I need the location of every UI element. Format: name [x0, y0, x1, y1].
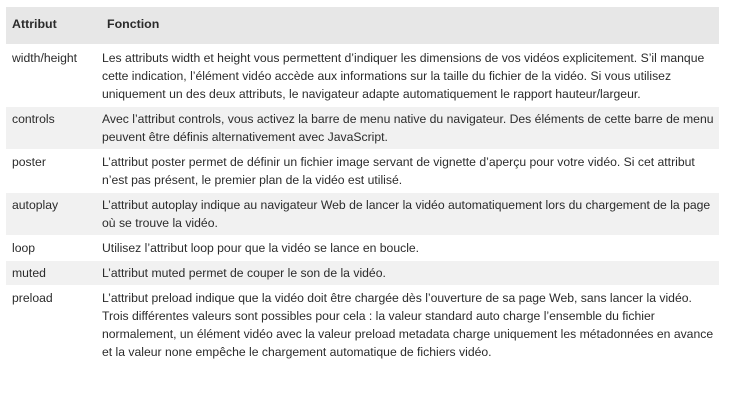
table-row	[6, 286, 719, 365]
attributes-table	[6, 7, 719, 364]
description-cell: L’attribut preload indique que la vidéo doit être chargée dès l’ouverture de sa page Web, sans lancer la vidéo. Trois différentes valeurs sont possibles pour cela : la valeur standard auto charge l’ensemble du fichier normalement, un élément vidéo avec la valeur preload metadata charge uniquement les métadonnées en avance et la valeur none empêche le chargement automatique de fichiers vidéo.	[96, 286, 719, 365]
table-row	[6, 236, 719, 261]
table-row	[6, 45, 719, 107]
description-cell: L’attribut muted permet de couper le son de la vidéo.	[96, 261, 719, 286]
table-row	[6, 150, 719, 193]
attribute-cell: poster	[6, 150, 96, 193]
attribute-cell: controls	[6, 107, 96, 150]
table-body	[6, 45, 719, 365]
table-header	[6, 7, 719, 45]
attributes-table-container	[6, 7, 719, 364]
description-cell: Avec l’attribut controls, vous activez la barre de menu native du navigateur. Des éléments de cette barre de menu peuvent être définis alternativement avec JavaScript.	[96, 107, 719, 150]
table-row	[6, 193, 719, 236]
description-cell: Les attributs width et height vous permettent d’indiquer les dimensions de vos vidéos explicitement. S’il manque cette indication, l’élément vidéo accède aux informations sur la taille du fichier de la vidéo. Si vous utilisez uniquement un des deux attributs, le navigateur adapte automatiquement le rapport hauteur/largeur.	[96, 45, 719, 107]
header-row	[6, 7, 719, 45]
attribute-cell: width/height	[6, 45, 96, 107]
description-cell: L’attribut poster permet de définir un fichier image servant de vignette d’aperçu pour votre vidéo. Si cet attribut n’est pas présent, le premier plan de la vidéo est utilisé.	[96, 150, 719, 193]
attribute-cell: autoplay	[6, 193, 96, 236]
description-cell: L’attribut autoplay indique au navigateur Web de lancer la vidéo automatiquement lors du chargement de la page où se trouve la vidéo.	[96, 193, 719, 236]
attribute-cell: preload	[6, 286, 96, 365]
attribute-cell: loop	[6, 236, 96, 261]
header-attribute: Attribut	[6, 7, 96, 45]
table-row	[6, 261, 719, 286]
header-function: Fonction	[96, 7, 719, 45]
table-row	[6, 107, 719, 150]
description-cell: Utilisez l’attribut loop pour que la vidéo se lance en boucle.	[96, 236, 719, 261]
attribute-cell: muted	[6, 261, 96, 286]
